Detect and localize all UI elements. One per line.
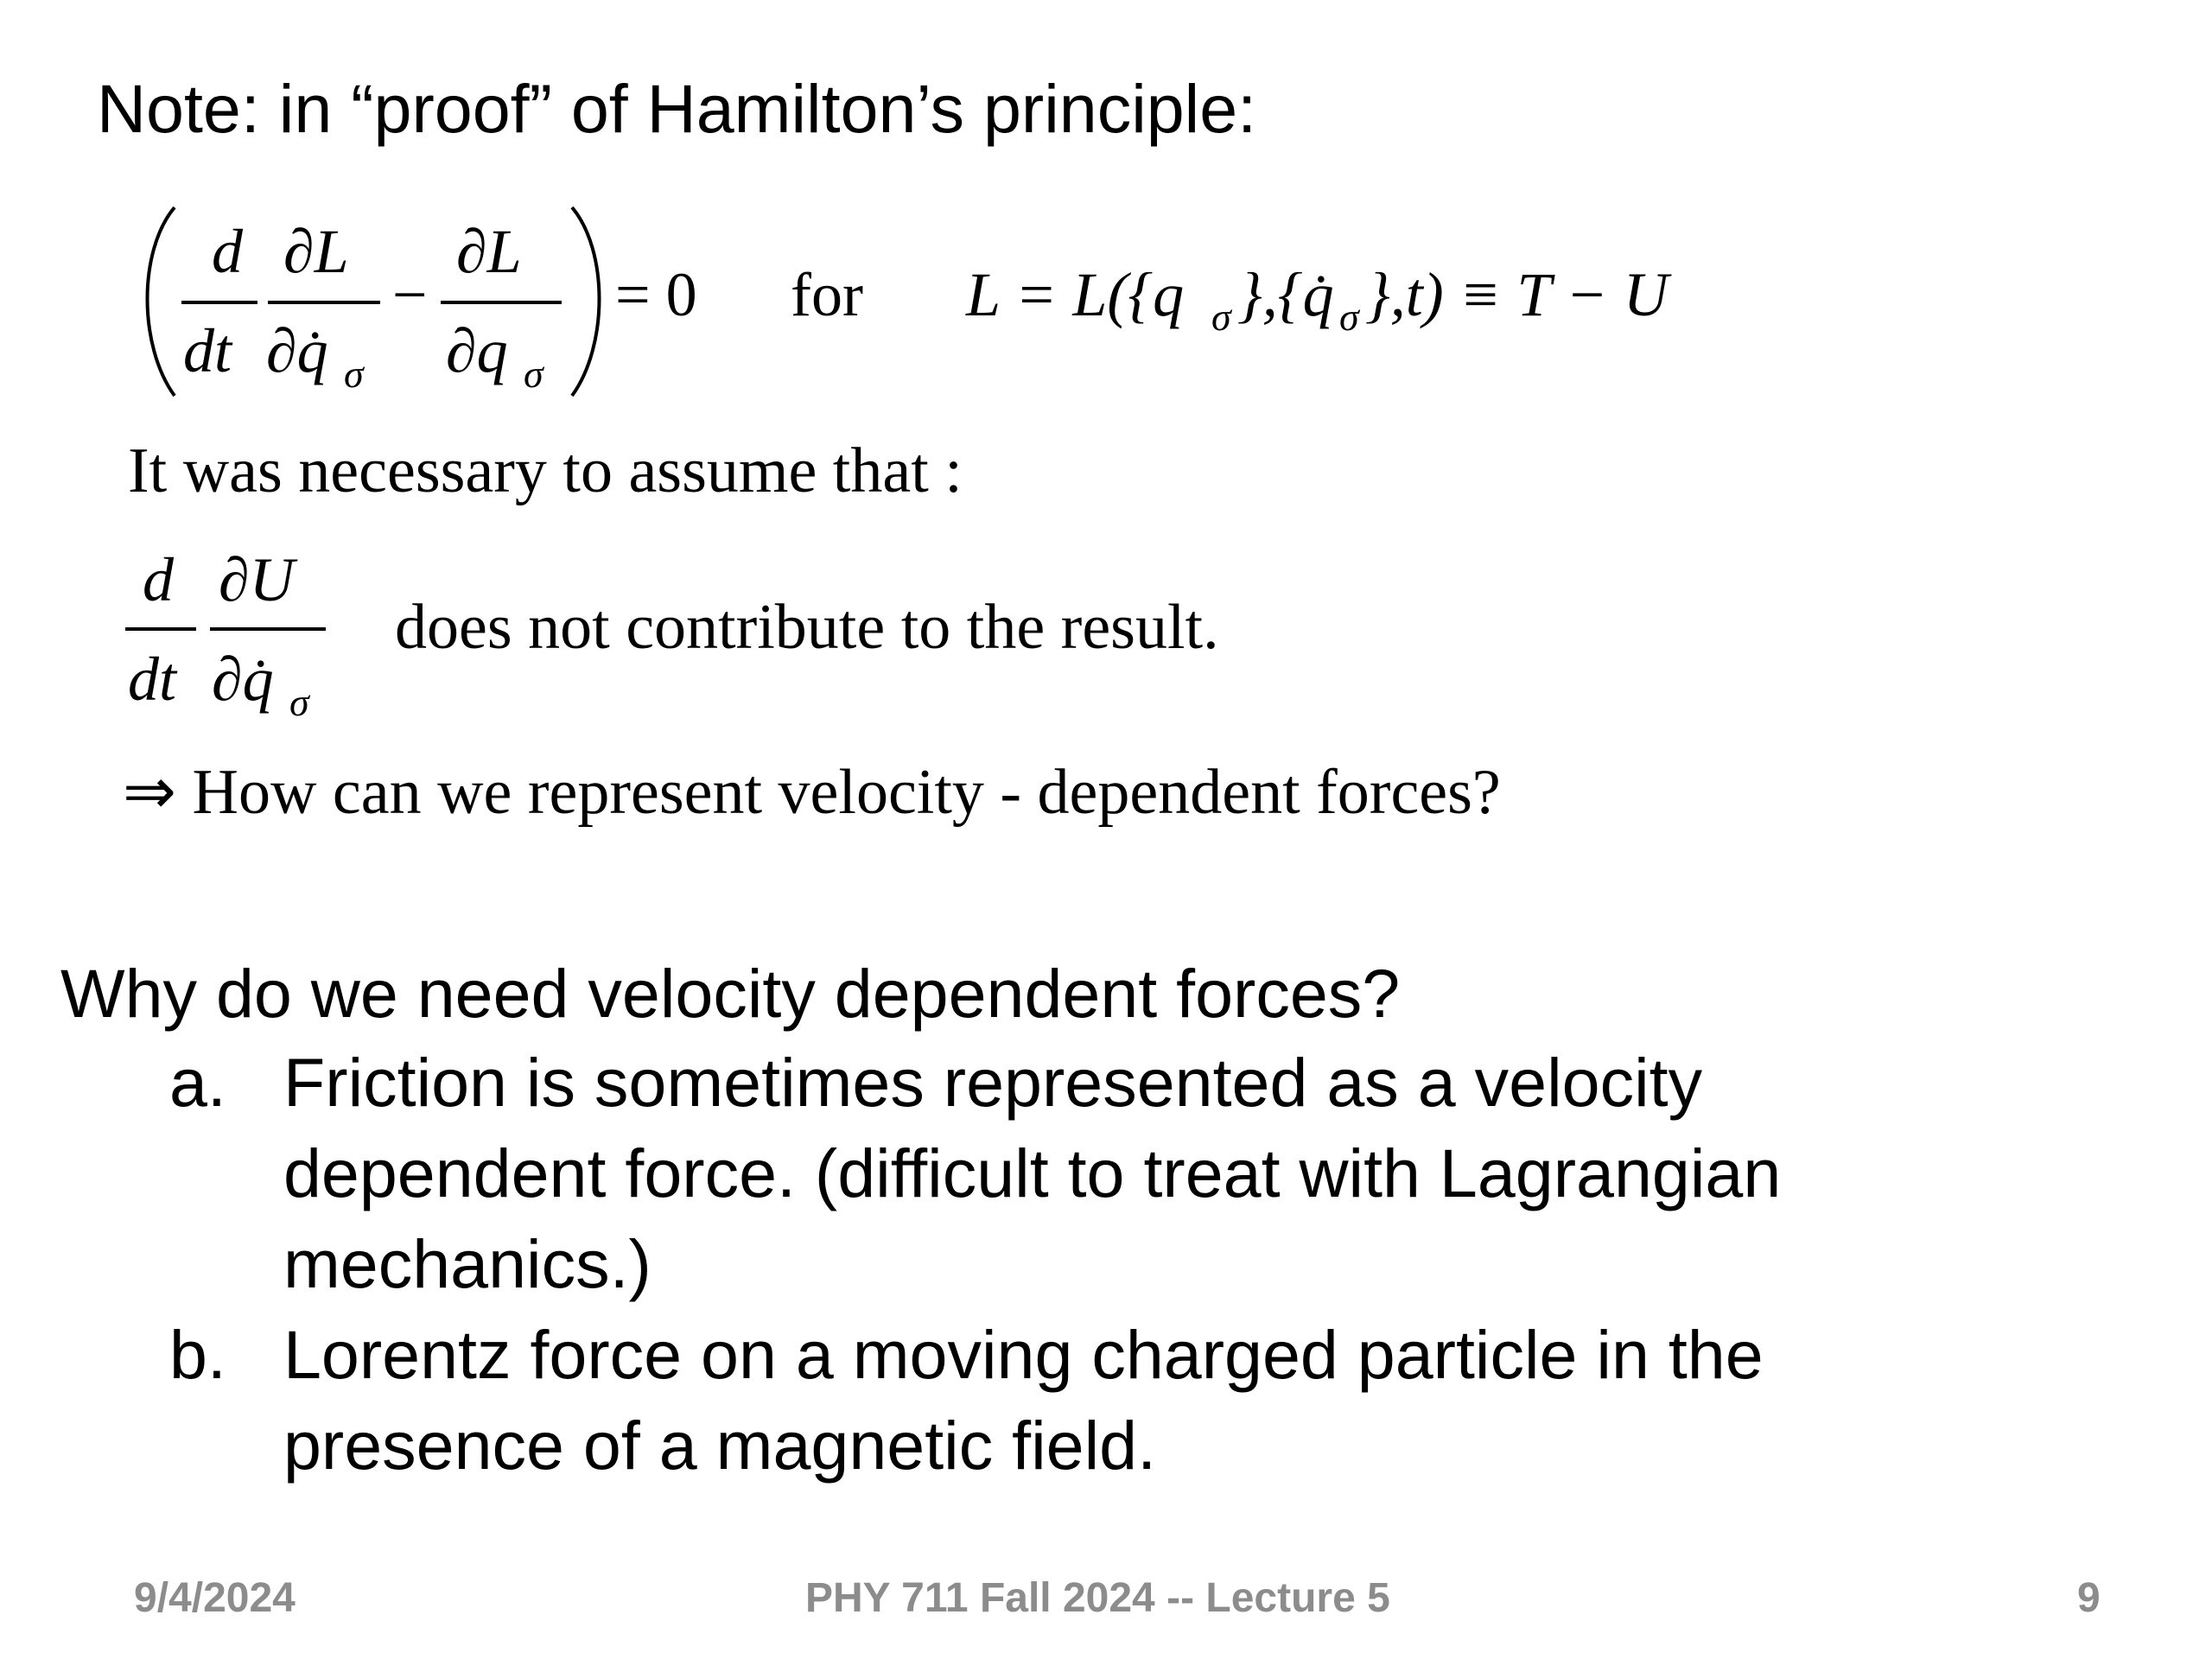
potential-derivative-equation (125, 536, 1421, 734)
eq2-sigma: σ (289, 680, 309, 724)
reason-a-line-1: Friction is sometimes represented as a velocity (283, 1044, 1703, 1121)
footer-page-number: 9 (2077, 1575, 2101, 1621)
eq1-dL-num2: ∂L (456, 217, 522, 286)
left-paren (148, 207, 175, 396)
reason-b-line-2: presence of a magnetic field. (283, 1407, 1157, 1484)
reason-a-text (283, 1037, 1781, 1309)
eq1-sigma-1: σ (344, 352, 364, 396)
intro-heading: Note: in “proof” of Hamilton’s principle: (97, 70, 1257, 147)
lagrangian-definition-end: },t) ≡ T − U (1365, 260, 1669, 329)
eq2-dqdot: ∂q̇ (212, 645, 274, 714)
eq1-dL-num1: ∂L (283, 217, 349, 286)
eq2-dU: ∂U (219, 545, 295, 614)
reason-b-line-1: Lorentz force on a moving charged particle in the (283, 1316, 1764, 1393)
reason-a-line-3: mechanics.) (283, 1225, 652, 1302)
lagrangian-definition-start: L = L({q (966, 260, 1185, 329)
eq1-d: d (212, 217, 243, 286)
eq1-sigma-4: σ (1339, 295, 1359, 339)
eq2-trailing-text: does not contribute to the result. (395, 592, 1219, 663)
footer-date: 9/4/2024 (134, 1575, 296, 1621)
eq1-sigma-2: σ (524, 352, 543, 396)
reason-marker-a: a. (169, 1044, 226, 1121)
eq1-dq: ∂q (446, 316, 508, 385)
right-paren (572, 207, 600, 396)
implies-arrow-icon: ⇒ (123, 757, 177, 828)
implication-line (123, 757, 1501, 828)
footer-course: PHY 711 Fall 2024 -- Lecture 5 (805, 1575, 1390, 1621)
eq2-d: d (143, 545, 174, 614)
reason-a-line-2: dependent force. (difficult to treat with Lagrangian (283, 1135, 1782, 1211)
eq2-dt: dt (128, 645, 177, 714)
reason-marker-b: b. (169, 1316, 226, 1393)
lagrangian-definition-mid: },{q̇ (1237, 260, 1334, 329)
eq1-for: for (791, 260, 863, 329)
euler-lagrange-equation (130, 199, 1771, 415)
eq1-minus: − (392, 260, 428, 329)
implication-text: How can we represent velocity - dependent forces? (192, 757, 1501, 828)
eq1-equals-zero: = 0 (615, 260, 697, 329)
assumption-text: It was necessary to assume that : (128, 435, 963, 506)
eq1-sigma-3: σ (1211, 295, 1231, 339)
question-heading: Why do we need velocity dependent forces? (60, 955, 1401, 1032)
eq1-dqdot: ∂q̇ (266, 316, 328, 385)
eq1-dt: dt (183, 316, 232, 385)
reason-b-text (283, 1309, 1764, 1491)
